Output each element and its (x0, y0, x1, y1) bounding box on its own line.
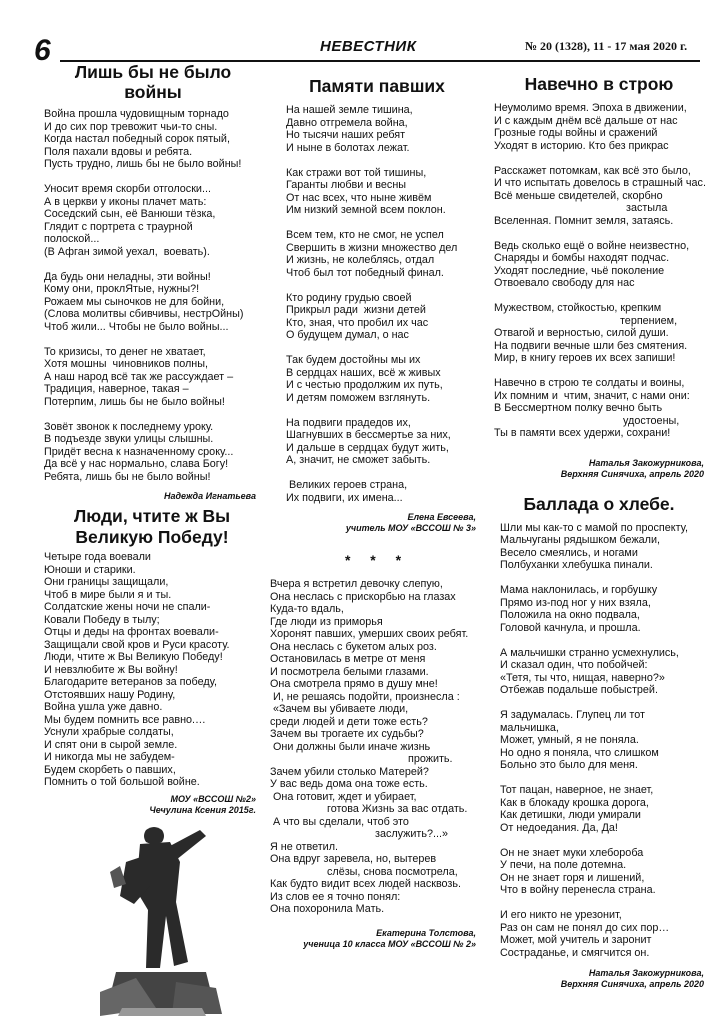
poem-author: Елена Евсеева, (407, 512, 476, 522)
poem-title: Памяти павших (309, 76, 445, 96)
poem-title: Баллада о хлебе. (523, 493, 675, 514)
poem-author: МОУ «ВССОШ №2» (170, 793, 256, 804)
column-middle (270, 62, 484, 950)
poem-text: Четыре года воевали Юноши и старики. Они границы защищали, Чтоб в мире были я и ты. Солдатские жены ночи не спали- Ковали Победу в тылу; Отцы и деды на фронтах воевали- Защищали свой кров и Руси красоту. Люди, чтите ж Вы Великую Победу! И невзлюбите ж Вы войну! Благодарите ветеранов за победу, Отстоявших нашу Родину, Война ушла уже давно. Мы будем помнить все равно.… Уснули храбрые солдаты, И спят они в сырой земле. И никогда мы не забудем- Будем скорбеть о павших, Помнить о той большой войне. (44, 551, 230, 788)
column-left (38, 62, 268, 816)
poem-author: Екатерина Толстова, (376, 927, 476, 938)
issue-info: № 20 (1328), 11 - 17 мая 2020 г. (525, 39, 688, 53)
poem-text: Вчера я встретил девочку слепую, Она неслась с прискорбью на глазах Куда-то вдаль, Где люди из приморья Хоронят павших, умерших своих ребят. Она неслась с букетом алых роз. Остановилась в метре от меня И посмотрела белыми глазами. Она смотрела прямо в душу мне! И, не решаясь подойти, произнесла : «Зачем вы убиваете люди, среди людей и дети тоже есть? Зачем вы трогаете их судьбы? Они должны были иначе жизнь прожить. Зачем убили столько Матерей? У вас ведь дома она тоже есть. Она готовит, ждет и убирает, готова Жизнь за вас отдать. А что вы сделали, чтоб это заслужить?...» Я не ответил. Она вдруг заревела, но, вытерев слёзы, снова посмотрела, Как будто видит всех людей насквозь. Из слов ее я точно понял: Она похоронила Мать. (270, 578, 469, 915)
poem-title: Люди, чтите ж Вы Великую Победу! (73, 506, 231, 547)
poem-author: Наталья Закожурникова, (588, 968, 704, 978)
page-number: 6 (34, 34, 51, 67)
poem-author-place: Верхняя Синячиха, апрель 2020 (560, 979, 704, 989)
column-right (488, 62, 710, 990)
poem-title: Лишь бы не было войны (74, 62, 232, 102)
poem-author-role: ученица 10 класса МОУ «ВССОШ № 2» (303, 938, 476, 949)
poem-title-stars: * * * (344, 552, 410, 568)
poem-author-name: Чечулина Ксения 2015г. (149, 804, 256, 815)
poem-author-role: учитель МОУ «ВССОШ № 3» (345, 523, 476, 533)
poem-author: Наталья Закожурникова, (588, 457, 704, 468)
poem-author: Надежда Игнатьева (163, 491, 256, 501)
poem-title: Навечно в строю (524, 74, 674, 94)
newspaper-name: НЕВЕСТНИК (320, 38, 417, 55)
soldier-monument-illustration (86, 822, 234, 1018)
poem-text: Шли мы как-то с мамой по проспекту, Мальчуганы рядышком бежали, Весело смеялись, и ногами Полбуханки хлебушка пинали. Мама наклонилась, и горбушку Прямо из-под ног у них взяла, Положила на окно подвала, Головой качнула, и прошла. А мальчишки странно усмехнулись, И сказал один, что побойчей: «Тетя, ты что, нищая, наверно?» Отбежав подальше побыстрей. Я задумалась. Глупец ли тот мальчишка, Может, умный, я не поняла. Но одно я поняла, что слишком Больно это было для меня. Тот пацан, наверное, не знает, Как в блокаду крошка дорога, Как детишки, люди умирали От недоедания. Да, Да! Он не знает муки хлебороба У печи, на поле дотемна. Он не знает горя и лишений, Что в войну перенесла страна. И его никто не урезонит, Раз он сам не понял до сих пор… Может, мой учитель и заронит Состраданье, и смягчится он. (500, 521, 688, 959)
poem-author-place: Верхняя Синячиха, апрель 2020 (560, 468, 704, 479)
poem-text: Неумолимо время. Эпоха в движении, И с каждым днём всё дальше от нас Грозные годы войны и сражений Уходят в историю. Кто без прикрас Расскажет потомкам, как всё это было, И что испытать довелось в страшный час. Всё меньше свидетелей, скорбно застыла Вселенная. Помнит земля, затаясь. Ведь сколько ещё о войне неизвестно, Снаряды и бомбы находят подчас. Уходят последние, чьё поколение Отвоевало свободу для нас Мужеством, стойкостью, крепким терпением, Отвагой и верностью, силой души. На подвиги вечные шли без смятения. Мир, в книгу героев их всех запиши! Навечно в строю те солдаты и воины, Их помним и чтим, значит, с нами они: В Бессмертном полку вечно быть удостоены, Ты в памяти всех удержи, сохрани! (494, 102, 706, 439)
poem-text: Война прошла чудовищным торнадо И до сих пор тревожит чьи-то сны. Когда настал победный сорок пятый, Поля пахали вдовы и ребята. Пусть трудно, лишь бы не было войны! Уносит время скорби отголоски... А в церкви у иконы плачет мать: Соседский сын, её Ванюши тёзка, Глядит с портрета с траурной полоской... (В Афган зимой уехал, воевать). Да будь они неладны, эти войны! Кому они, проклЯтые, нужны?! Рожаем мы сыночков не для бойни, (Слова молитвы сбивчивы, нестрОйны) Чтоб жили... Чтобы не было войны... То кризисы, то денег не хватает, Хотя мошны чиновников полны, А наш народ всё так же рассуждает – Традиция, наверное, такая – Потерпим, лишь бы не было войны! Зовёт звонок к последнему уроку. В подъезде звуки улицы слышны. Придёт весна к назначенному сроку... Да всё у нас нормально, слава Богу! Ребята, лишь бы не было войны! (44, 108, 244, 483)
poem-text: На нашей земле тишина, Давно отгремела война, Но тысячи наших ребят И ныне в болотах лежат. Как стражи вот той тишины, Гаранты любви и весны От нас всех, что ныне живём Им низкий земной всем поклон. Всем тем, кто не смог, не успел Свершить в жизни множество дел И жизнь, не колеблясь, отдал Чтоб был тот победный финал. Кто родину грудью своей Прикрыл ради жизни детей Кто, зная, что пробил их час О будущем думал, о нас Так будем достойны мы их В сердцах наших, всё ж живых И с честью продолжим их путь, И детям поможем взглянуть. На подвиги прадедов их, Шагнувших в бессмертье за них, И дальше в сердцах будут жить, А, значит, не сможет забыть. Великих героев страна, Их подвиги, их имена... (286, 104, 458, 504)
